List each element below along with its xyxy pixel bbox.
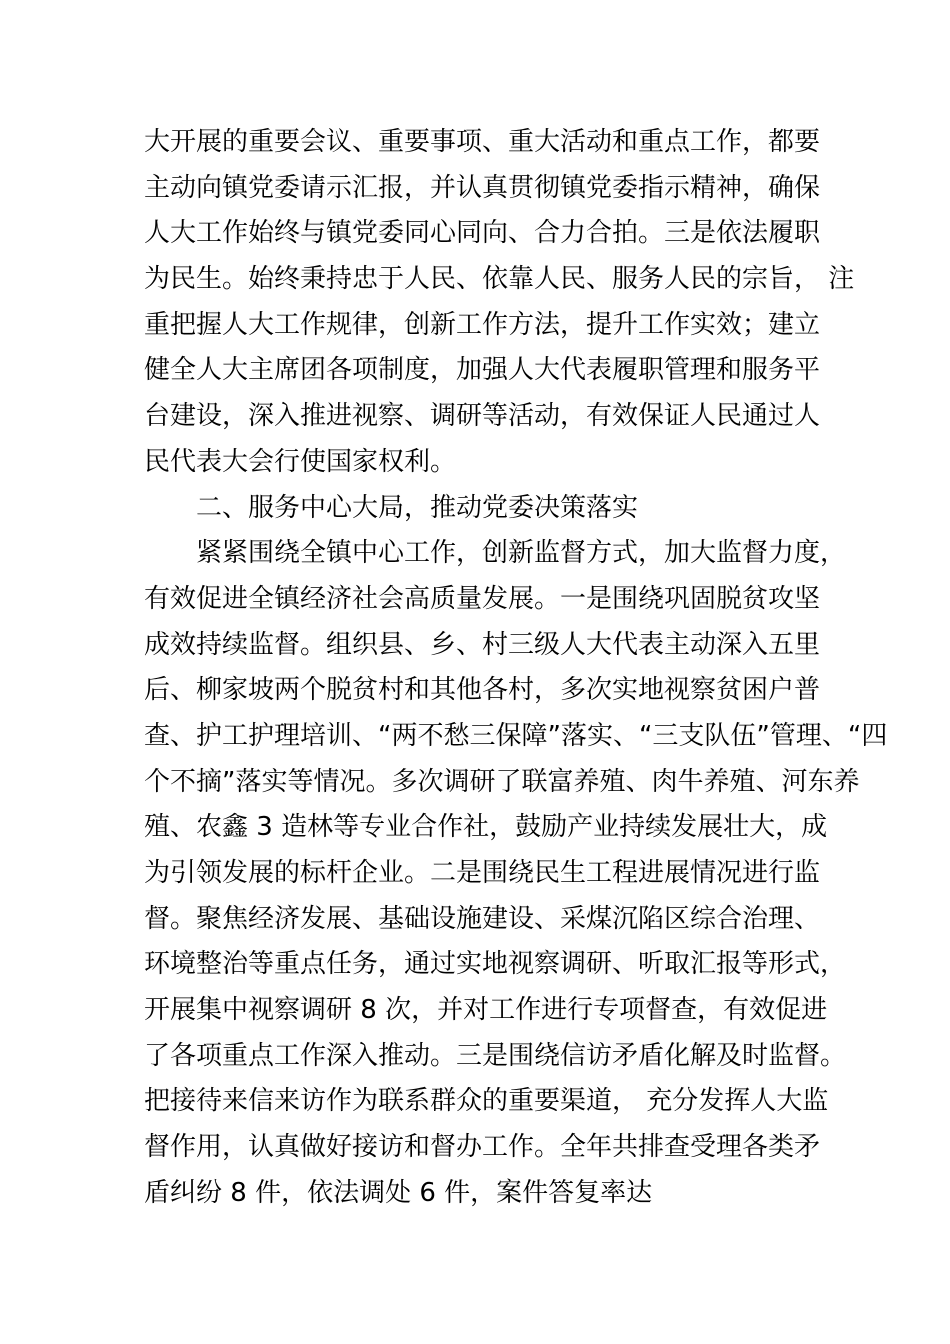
text-line: 台建设，深入推进视察、调研等活动，有效保证人民通过人: [144, 401, 821, 432]
text-line: 紧紧围绕全镇中心工作，创新监督方式，加大监督力度，: [196, 538, 847, 569]
text-line: 大开展的重要会议、重要事项、重大活动和重点工作，都要: [144, 127, 821, 157]
text-line: 为民生。始终秉持忠于人民、依靠人民、服务人民的宗旨， 注: [144, 264, 855, 295]
text-line: 把接待来信来访作为联系群众的重要渠道， 充分发挥人大监: [144, 1086, 829, 1117]
text-line: 重把握人大工作规律，创新工作方法，提升工作实效；建立: [144, 309, 821, 340]
text-line: 督作用，认真做好接访和督办工作。全年共排查受理各类矛: [144, 1132, 821, 1163]
text-line: 后、柳家坡两个脱贫村和其他各村，多次实地视察贫困户普: [144, 675, 821, 706]
text-line: 查、护工护理培训、“两不愁三保障”落实、“三支队伍”管理、“四: [144, 720, 888, 751]
text-line: 督。聚焦经济发展、基础设施建设、采煤沉陷区综合治理、: [144, 903, 821, 934]
text-line: 健全人大主席团各项制度，加强人大代表履职管理和服务平: [144, 355, 821, 386]
text-line: 盾纠纷 8 件，依法调处 6 件，案件答复率达: [144, 1177, 653, 1208]
text-line: 主动向镇党委请示汇报，并认真贯彻镇党委指示精神，确保: [144, 172, 821, 203]
section-heading: 二、服务中心大局，推动党委决策落实: [196, 492, 639, 523]
text-line: 为引领发展的标杆企业。二是围绕民生工程进展情况进行监: [144, 858, 821, 888]
text-line: 殖、农鑫 3 造林等专业合作社，鼓励产业持续发展壮大，成: [144, 812, 828, 843]
text-line: 了各项重点工作深入推动。三是围绕信访矛盾化解及时监督。: [144, 1040, 847, 1071]
text-line: 开展集中视察调研 8 次，并对工作进行专项督查，有效促进: [144, 995, 828, 1026]
text-line: 有效促进全镇经济社会高质量发展。一是围绕巩固脱贫攻坚: [144, 583, 821, 614]
text-line: 民代表大会行使国家权利。: [144, 446, 457, 477]
text-line: 成效持续监督。组织县、乡、村三级人大代表主动深入五里: [144, 629, 821, 660]
text-line: 个不摘”落实等情况。多次调研了联富养殖、肉牛养殖、河东养: [144, 766, 860, 797]
body-text: [144, 120, 888, 1217]
text-line: 人大工作始终与镇党委同心同向、合力合拍。三是依法履职: [144, 218, 821, 249]
text-line: 环境整治等重点任务，通过实地视察调研、听取汇报等形式，: [144, 949, 847, 980]
